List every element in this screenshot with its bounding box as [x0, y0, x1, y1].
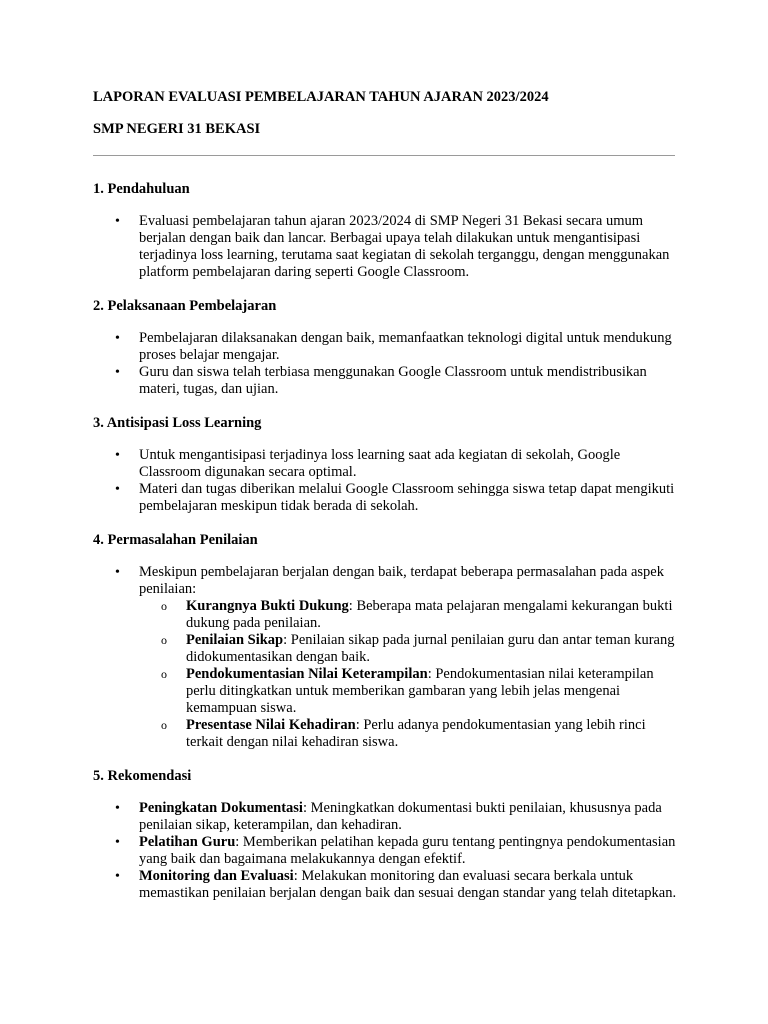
- circle-bullet-icon: o: [161, 718, 167, 732]
- list-item-text: : Melakukan monitoring dan evaluasi secara berkala untuk memastikan penilaian berjalan dengan baik dan sesuai dengan standar yang telah ditetapkan.: [139, 868, 677, 901]
- bullet-icon: •: [115, 482, 120, 497]
- circle-bullet-icon: o: [161, 667, 167, 681]
- list-item-term: Pelatihan Guru: [139, 834, 236, 850]
- document-title: LAPORAN EVALUASI PEMBELAJARAN TAHUN AJARAN 2023/2024: [93, 89, 549, 105]
- section-heading: 4. Permasalahan Penilaian: [93, 532, 258, 548]
- section-pendahuluan: [93, 180, 677, 281]
- list-item: [93, 364, 677, 398]
- sub-list-item: [139, 632, 677, 666]
- list-item-text: : Memberikan pelatihan kepada guru tentang pentingnya pendokumentasian yang baik dan bagaimana melakukannya dengan efektif.: [139, 834, 676, 867]
- list-item-text: : Meningkatkan dokumentasi bukti penilaian, khususnya pada penilaian sikap, keterampilan, dan kehadiran.: [139, 800, 662, 833]
- list-item: [93, 481, 677, 515]
- bullet-icon: •: [115, 801, 120, 816]
- list-item: [93, 564, 677, 751]
- list-item-text: Materi dan tugas diberikan melalui Google Classroom sehingga siswa tetap dapat mengikuti pembelajaran meskipun tidak berada di sekolah.: [139, 481, 675, 514]
- sub-list: [139, 598, 677, 751]
- list-item-text: Untuk mengantisipasi terjadinya loss learning saat ada kegiatan di sekolah, Google Classroom digunakan secara optimal.: [139, 447, 621, 480]
- sub-list-item: [139, 717, 677, 751]
- bullet-list: [93, 330, 677, 398]
- bullet-icon: •: [115, 869, 120, 884]
- list-item: [93, 868, 677, 902]
- bullet-list: [93, 800, 677, 902]
- bullet-icon: •: [115, 835, 120, 850]
- bullet-list: [93, 564, 677, 751]
- bullet-list: [93, 447, 677, 515]
- section-antisipasi: [93, 414, 677, 515]
- section-heading: 3. Antisipasi Loss Learning: [93, 415, 262, 431]
- list-item: [93, 834, 677, 868]
- sub-item-text: : Penilaian sikap pada jurnal penilaian guru dan antar teman kurang didokumentasikan dengan baik.: [186, 632, 675, 665]
- bullet-list: [93, 213, 677, 281]
- list-item: [93, 213, 677, 281]
- sub-item-term: Kurangnya Bukti Dukung: [186, 598, 349, 614]
- section-heading: 5. Rekomendasi: [93, 768, 192, 784]
- sub-item-text: : Perlu adanya pendokumentasian yang lebih rinci terkait dengan nilai kehadiran siswa.: [186, 717, 646, 750]
- sub-item-text: : Beberapa mata pelajaran mengalami kekurangan bukti dukung pada penilaian.: [186, 598, 673, 631]
- bullet-icon: •: [115, 331, 120, 346]
- section-permasalahan: [93, 531, 677, 751]
- document-page: [93, 88, 677, 902]
- list-item-text: Pembelajaran dilaksanakan dengan baik, memanfaatkan teknologi digital untuk mendukung proses belajar mengajar.: [139, 330, 672, 363]
- list-item: [93, 800, 677, 834]
- section-rekomendasi: [93, 767, 677, 902]
- sub-list-item: [139, 666, 677, 717]
- sub-item-term: Presentase Nilai Kehadiran: [186, 717, 356, 733]
- list-item-term: Monitoring dan Evaluasi: [139, 868, 294, 884]
- bullet-icon: •: [115, 365, 120, 380]
- sub-item-term: Pendokumentasian Nilai Keterampilan: [186, 666, 428, 682]
- sub-item-term: Penilaian Sikap: [186, 632, 284, 648]
- section-heading: 1. Pendahuluan: [93, 181, 190, 197]
- list-item: [93, 330, 677, 364]
- section-heading: 2. Pelaksanaan Pembelajaran: [93, 298, 277, 314]
- list-item-text: Meskipun pembelajaran berjalan dengan baik, terdapat beberapa permasalahan pada aspek penilaian:: [139, 564, 664, 597]
- list-item: [93, 447, 677, 481]
- list-item-text: Guru dan siswa telah terbiasa menggunakan Google Classroom untuk mendistribusikan materi, tugas, dan ujian.: [139, 364, 647, 397]
- sub-item-text: : Pendokumentasian nilai keterampilan perlu ditingkatkan untuk memberikan gambaran yang lebih jelas mengenai kemampuan siswa.: [186, 666, 654, 716]
- section-pelaksanaan: [93, 297, 677, 398]
- sub-list-item: [139, 598, 677, 632]
- circle-bullet-icon: o: [161, 633, 167, 647]
- bullet-icon: •: [115, 448, 120, 463]
- circle-bullet-icon: o: [161, 599, 167, 613]
- bullet-icon: •: [115, 565, 120, 580]
- list-item-term: Peningkatan Dokumentasi: [139, 800, 303, 816]
- document-subtitle: SMP NEGERI 31 BEKASI: [93, 121, 261, 137]
- bullet-icon: •: [115, 214, 120, 229]
- list-item-text: Evaluasi pembelajaran tahun ajaran 2023/2024 di SMP Negeri 31 Bekasi secara umum berjalan dengan baik dan lancar. Berbagai upaya telah dilakukan untuk mengantisipasi terjadinya loss learning, terutama saat kegiatan di sekolah terganggu, dengan menggunakan platform pembelajaran daring seperti Google Classroom.: [139, 213, 670, 280]
- horizontal-rule: [93, 155, 675, 156]
